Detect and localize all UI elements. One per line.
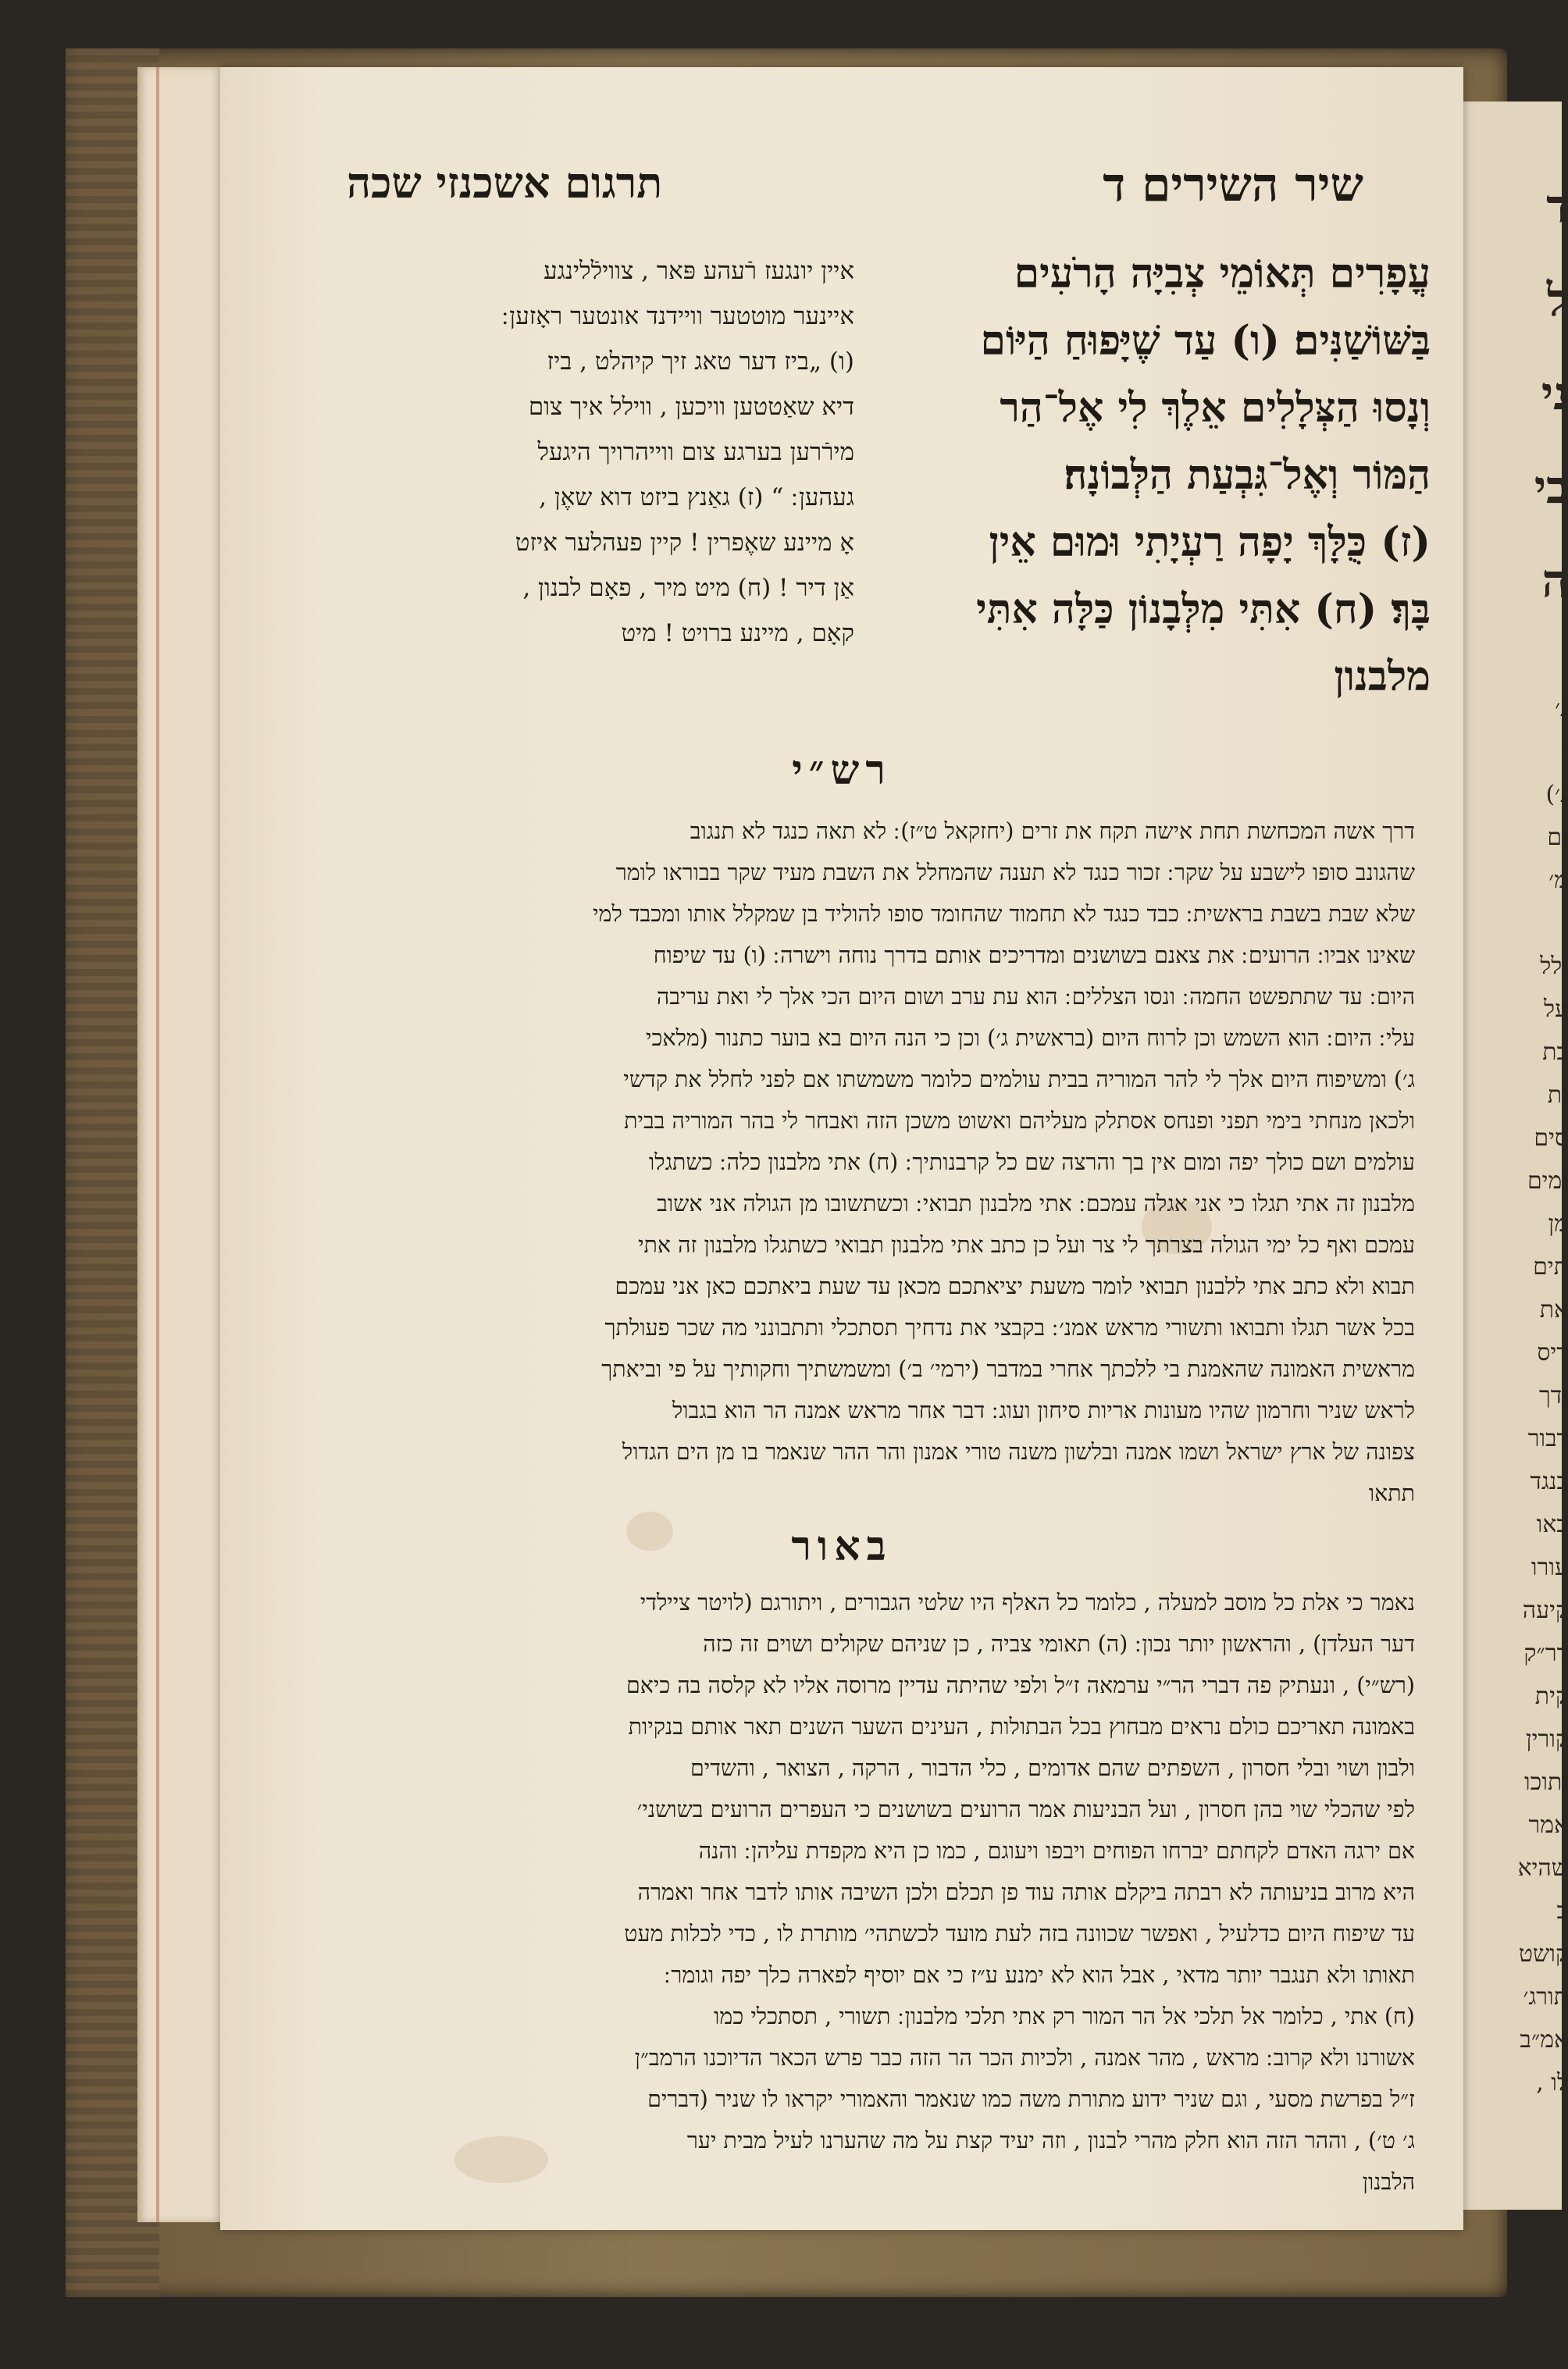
verse-line: עֳפָרִים תְּאוֹמֵי צְבִיָּה הָרֹעִים [1014,250,1431,297]
facing-page-fragment: ים [1547,824,1568,851]
facing-page-fragment: ית [1547,1081,1568,1109]
biur-line: נאמר כי אלת כל מוסב למעלה , כלומר כל האלף היו שלטי הגבורים , ויתורגם (לויטר ציילדי [640,1590,1415,1616]
targum-line: אַן דיר ! (ח) מיט מיר , פאָם לבנון , [522,574,854,602]
rashi-line: שאינו אביו ׃ הרועים ׃ את צאנם בשושנים ומדריכים אותם בדרך נוחה וישרה ׃ (ו) עד שיפוח [653,942,1415,968]
biur-line: ולבון ושוי ובלי חסרון , השפתים שהם אדומים , כלי הדבור , הרקה , הצואר , והשדים [690,1755,1415,1781]
facing-page-fragment: בת [1542,1038,1568,1066]
rashi-line: עלי ׃ היום ׃ הוא השמש וכן לרוח היום (בראשית ג׳) וכן כי הנה היום בא בוער כתנור (מלאכי [646,1025,1415,1051]
facing-page-fragment: ומים [1527,1167,1568,1195]
biur-line: (רש״י) , ונעתיק פה דברי הר״י ערמאה ז״ל ולפי שהיתה עדיין מרוסה אליו לא קלסה בה כיאם [626,1673,1415,1698]
biur-line: דער העלדן) , והראשון יותר נכון ׃ (ה) תאומי צביה , כן שניהם שקולים ושוים זה כזה [703,1631,1415,1657]
running-title-targum: תרגום אשכנזי שכה [347,158,663,208]
rashi-line: שלא שבת בשבת בראשית ׃ כבד כנגד לא תחמוד שהחומד סופו להוליד בן שמקלל אותו ומכבד למי [593,901,1415,927]
facing-page-fragment: קית [1534,1683,1568,1710]
facing-page-fragment: ג׳ [1555,695,1568,722]
rashi-line: ג׳) ומשיפוח היום אלך לי להר המוריה בבית עולמים כלומר משמשתו אם לפני לחלל את קדשי [623,1067,1415,1092]
biur-line: אשורנו ולא קרוב ׃ מראש , מהר אמנה , ולכיות הכר הר הזה כבר פרש הכאר הדיוכנו הרמב״ן [634,2045,1415,2071]
rashi-line: צפונה של ארץ ישראל ושמו אמנה ובלשון משנה טורי אמנון והר ההר שנאמר בו מן הים הגדול [622,1439,1415,1465]
facing-page-fragment: ריס [1537,1339,1568,1366]
biur-title: באור [791,1523,893,1570]
rashi-line: עמכם ואף כל ימי הגולה בצרתך לי צר ועל כן כתב אתי מלבנון תבואי כשתגלו מלבנון זה אתי [638,1232,1415,1258]
biur-line: עד שיפוח היום כדלעיל , ואפשר שכוונה בזה לעת מועד לכשתהי׳ מותרת לו , כדי לכלות מעט [624,1921,1415,1947]
rashi-line: היום ׃ עד שתתפשט החמה ׃ ונסו הצללים ׃ הוא עת ערב ושום היום הכי אלך לי ואת עריבה [656,984,1415,1010]
rashi-title: רש״י [792,746,892,794]
verse-line: בָּךְ׃ (ח) אִתִּי מִלְּבָנוֹן כַּלָּה אִתִּי [976,586,1431,633]
facing-page-fragment: קורין [1526,1726,1568,1753]
targum-line: איינער מוטטער וויידנד אונטער ראָזען ׃ [501,302,854,330]
rashi-line: שהגונב סופו לישבע על שקר ׃ זכור כנגד לא תענה שהמחלל את השבת מעיד שקר בבוראו לומר [615,860,1415,885]
facing-page-fragment: ותוכו [1524,1769,1568,1796]
facing-page-fragment: כאו [1536,1511,1568,1538]
biur-line: לפי שהכלי שוי בהן חסרון , ועל הבניעות אמר הרועים בשושנים כי העפרים הרועים בשושני׳ [636,1797,1415,1822]
page-edge-rule [156,67,159,2222]
biur-line: ז״ל בפרשת מסעי , וגם שניר ידוע מתורת משה כמו שנאמר והאמורי יקראו לו שניר (דברים [647,2086,1415,2112]
verse-column [884,240,1431,711]
facing-page-fragment: שהיא [1517,1854,1568,1882]
biur-line: באמונה תאריכם כולם נראים מבחוץ בכל הבתולות , העינים השער השנים תאר אותם בנקיות [628,1714,1415,1740]
biur-commentary [292,1582,1415,2203]
facing-page-fragment: ג׳) [1545,781,1568,808]
facing-page-fragment: דר״ק [1523,1640,1568,1667]
facing-page-fragment: תים [1533,1253,1568,1281]
facing-page-fragment: מן [1548,1210,1568,1238]
facing-page-fragment: קושט [1518,1940,1568,1968]
facing-page-fragment: ד [1546,180,1568,233]
targum-line: איין יונגעז רֿעהע פּאר , צווילֿלינגע [543,257,854,285]
verse-line: וְנָסוּ הַצְּלָלִים אֵלֶךְ לִי אֶל־הַר [1000,384,1431,432]
rashi-line: לראש שניר וחרמון שהיו מעונות אריות סיחון ועוג ׃ דבר אחר מראש אמנה הר הוא בגבול [672,1398,1415,1423]
facing-page-fragment: מ׳ [1548,867,1568,894]
facing-page-fragment: את [1539,1296,1568,1323]
biur-line: הלבנון [1362,2169,1415,2195]
targum-line: מירֿרען בערגע צום ווייהרויך היגעל [537,438,854,466]
targum-line: דיא שאַטטען וויכען , ווילל איך צום [528,393,854,421]
rashi-line: עולמים ושם כולך יפה ומום אין בך והרצה שם כל קרבנותיך ׃ (ח) אתי מלבנון כלה ׃ כשתגלו [648,1149,1415,1175]
rashi-line: מראשית האמונה שהאמנת בי ללכתך אחרי במדבר (ירמי׳ ב׳) ומשמשתיך וחקותיך על פי וביאתך [601,1356,1415,1382]
verse-line: מלבנון [1334,653,1431,700]
facing-page-fragment: ה [1541,554,1568,607]
biur-line: תאותו ולא תנגבר יותר מדאי , אבל הוא לא ימנע ע״ז כי אם יוסיף לפארה כלך יפה וגומר ׃ [664,1962,1415,1988]
verse-line: (ז) כֻּלָּךְ יָפָה רַעְיָתִי וּמוּם אֵין [989,518,1431,566]
facing-page-fragment: אמר [1528,1811,1568,1839]
facing-page-fragment: אמ״ב [1520,2026,1568,2054]
targum-line: (ו) „ביז דער טאג זיך קיהלט , ביז [547,347,854,376]
facing-page-fragment: ידך [1538,1382,1568,1409]
rashi-line: ולכאן מנחתי בימי תפני ופנחס אסתלק מעליהם ואשוט משכן הזה ואבחר לי בהר המוריה בבית [624,1108,1415,1134]
page-header [220,158,1463,251]
facing-page-fragment: סים [1534,1124,1568,1152]
facing-page-fragment: בנגד [1530,1468,1568,1495]
facing-page-fragment: בי [1534,461,1568,514]
book-page [220,67,1463,2230]
facing-page-fragment: ׳ [1563,738,1568,765]
targum-column [294,248,854,656]
facing-page-fragment: לו , [1536,2069,1568,2096]
rashi-line: מלבנון זה אתי תגלו כי אני אגלה עמכם ׃ אתי מלבנון תבואי ׃ וכשתשובו מן הגולה אני אשוב [657,1191,1415,1217]
facing-page-fragment: ל [1546,273,1568,326]
biur-line: ג׳ ט׳) , וההר הזה הוא חלק מהרי לבנון , וזה יעיד קצת על מה שהערנו לעיל מבית יער [686,2128,1415,2153]
facing-page-fragment: ולל [1540,953,1568,980]
rashi-line: תבוא ולא כתב אתי ללבנון תבואי לומר משעת יציאתכם מכאן עד שעת ביאתכם כאן אני עמכם [615,1274,1415,1299]
targum-line: געהען ׃ “ (ז) גאַנץ ביזט דוא שאֶן , [539,483,854,511]
biur-line: היא מרוב בניעותה לא רבתה ביקלם אותה עוד פן תכלם ולכן השיבה אותו לדבר אחר ואמרה [637,1879,1415,1905]
facing-page-fragment: קיעה [1522,1597,1568,1624]
rashi-line: תתאו [1368,1480,1415,1506]
facing-page-fragment: תורג׳ [1523,1983,1568,2011]
facing-page [1460,102,1568,2210]
rashi-line: דרך אשה המכחשת תחת אישה תקח את זרים (יחזקאל ט״ז) ׃ לא תאה כנגד לא תנגוב [690,818,1415,844]
facing-page-fragment: על [1543,996,1568,1023]
facing-page-fragment: ב [1556,1897,1568,1925]
biur-line: אם ירגה האדם לקחתם יברחו הפוחים ויבפו ויעוגם , כמו כן היא מקפדת עליהן ׃ והנה [698,1838,1415,1864]
facing-page-fragment: דבור [1527,1425,1568,1452]
verse-line: בַּשּׁוֹשַׁנִּים׃ (ו) עַד שֶׁיָּפוּחַ הַיּוֹם [980,317,1431,365]
rashi-line: בכל אשר תגלו ותבואו ותשורי מראש אמנ׳ ׃ בקבצי את נדחיך תסתכלי ותתבונני מה שכר פעולתך [604,1315,1415,1341]
running-title: שיר השירים ד [1103,158,1363,212]
targum-line: קאָם , מיינע ברויט ! מיט [621,619,854,647]
facing-page-fragment: עורו [1531,1554,1568,1581]
verse-line: הַמּוֹר וְאֶל־גִּבְעַת הַלְּבוֹנָה׃ [1064,451,1431,499]
biur-line: (ח) אתי , כלומר אל תלכי אל הר המור רק אתי תלכי מלבנון ׃ תשורי , תסתכלי כמו [714,2004,1415,2029]
facing-page-fragment: ני [1541,367,1568,420]
targum-line: אָ מיינע שאֶפרין ! קיין פעהלער איזט [515,529,854,557]
rashi-commentary [292,810,1415,1514]
